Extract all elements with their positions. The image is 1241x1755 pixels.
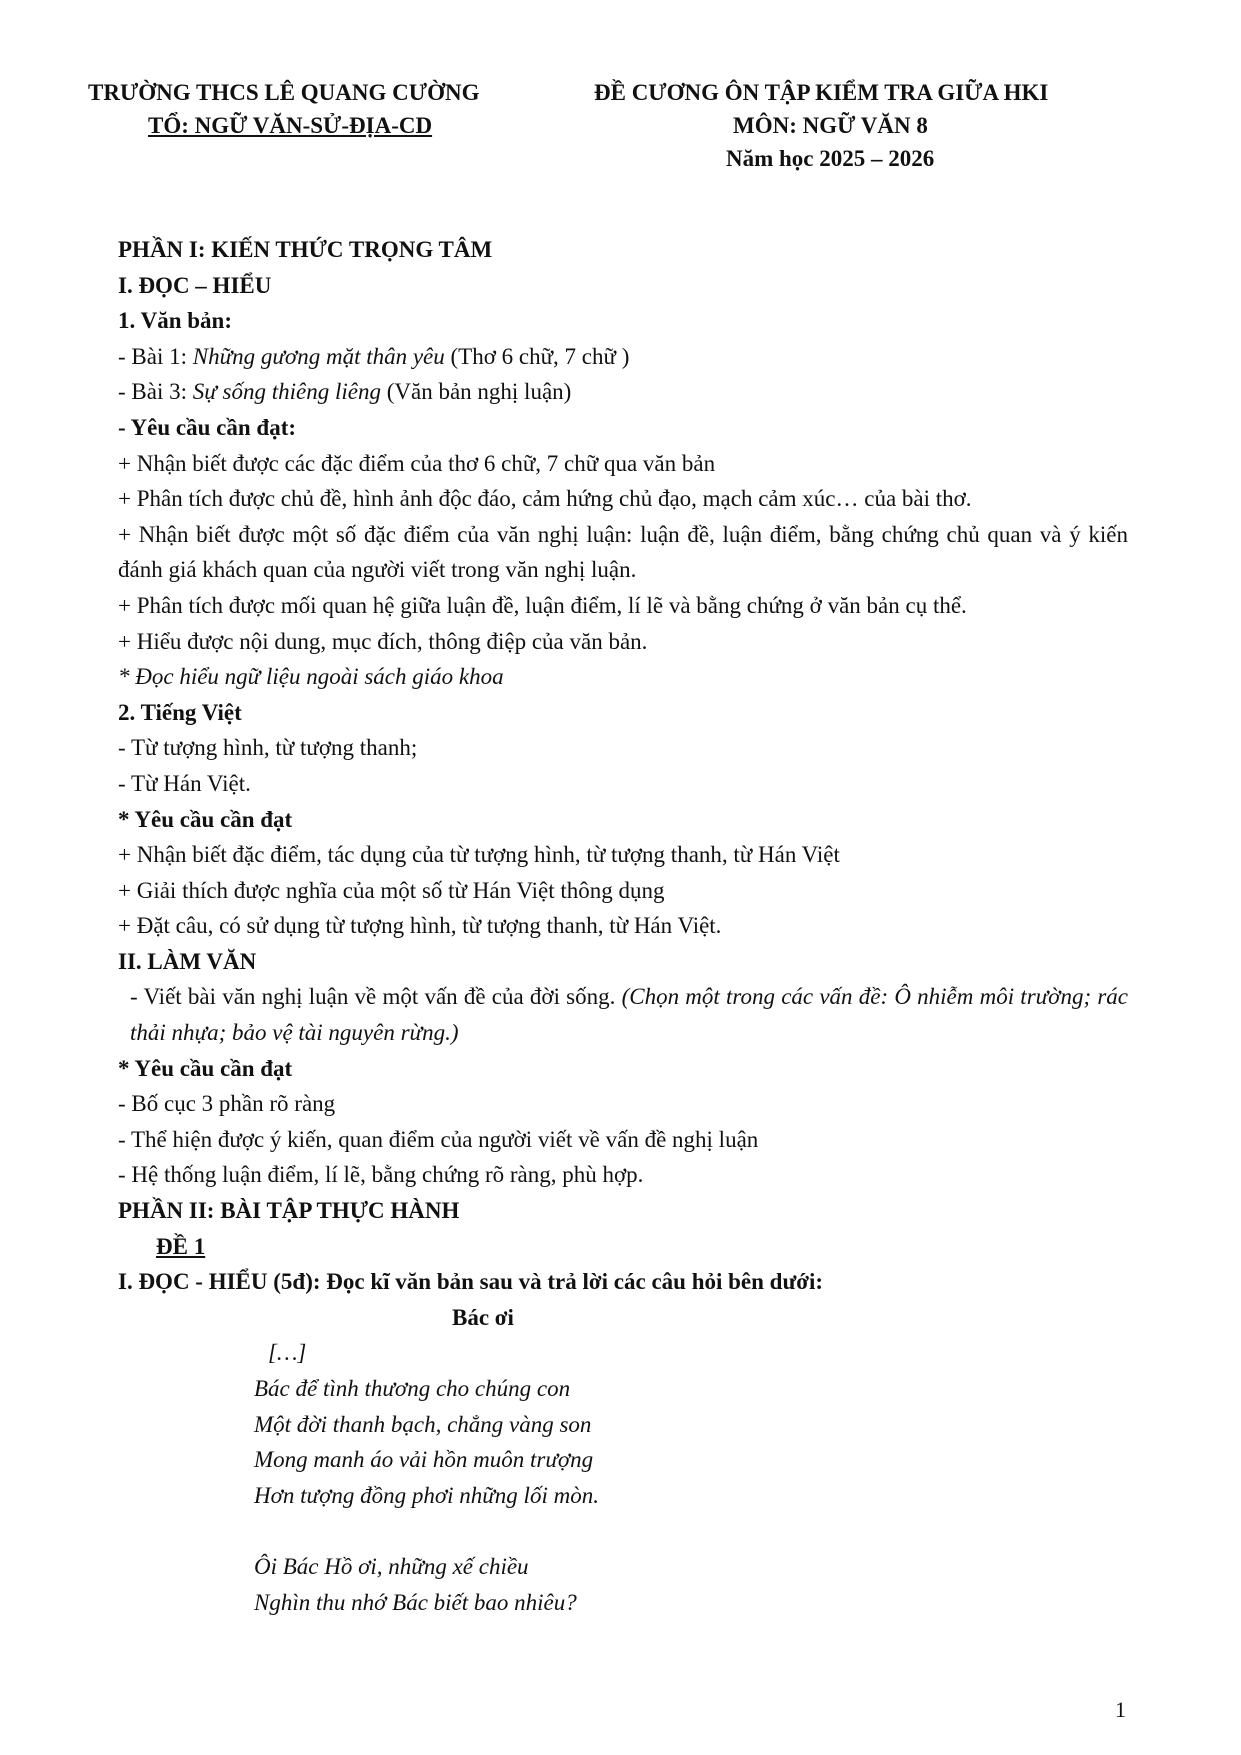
writing-requirement-3: - Hệ thống luận điểm, lí lẽ, bằng chứng rõ ràng, phù hợp. [118, 1162, 644, 1188]
text-item-2: - Bài 3: Sự sống thiêng liêng (Văn bản nghị luận) [118, 379, 572, 405]
language-requirements-heading: * Yêu cầu cần đạt [118, 806, 293, 832]
poem-line: Ôi Bác Hồ ơi, những xế chiều [254, 1553, 529, 1579]
poem-line: Hơn tượng đồng phơi những lối mòn. [254, 1482, 599, 1508]
document-title: ĐỀ CƯƠNG ÔN TẬP KIỂM TRA GIỮA HKI [594, 80, 1049, 105]
reading-requirement-3: + Nhận biết được một số đặc điểm của văn nghị luận: luận đề, luận điểm, bằng chứng chủ quan và ý kiến đánh giá khách quan của người viết trong văn nghị luận. [118, 521, 1128, 583]
language-requirement-1: + Nhận biết đặc điểm, tác dụng của từ tượng hình, từ tượng thanh, từ Hán Việt [118, 842, 840, 868]
poem-line: Mong manh áo vải hồn muôn trượng [254, 1447, 594, 1473]
page-number: 1 [1115, 1697, 1126, 1722]
subject-label: MÔN: NGỮ VĂN 8 [733, 113, 928, 138]
reading-requirement-5: + Hiểu được nội dung, mục đích, thông điệp của văn bản. [118, 628, 648, 654]
reading-note: * Đọc hiểu ngữ liệu ngoài sách giáo khoa [118, 664, 504, 690]
reading-requirements-heading: - Yêu cầu cần đạt: [118, 414, 297, 440]
poem-line: Nghìn thu nhớ Bác biết bao nhiêu? [254, 1589, 577, 1615]
exam-reading-heading: I. ĐỌC - HIỂU (5đ): Đọc kĩ văn bản sau và trả lời các câu hỏi bên dưới: [118, 1269, 824, 1295]
writing-requirement-2: - Thể hiện được ý kiến, quan điểm của người viết về vấn đề nghị luận [118, 1126, 759, 1152]
writing-task: - Viết bài văn nghị luận về một vấn đề của đời sống. (Chọn một trong các vấn đề: Ô nhiễm môi trường; rác thải nhựa; bảo vệ tài nguyên rừng.) [130, 984, 1128, 1046]
language-requirement-3: + Đặt câu, có sử dụng từ tượng hình, từ tượng thanh, từ Hán Việt. [118, 913, 722, 939]
exam-label: ĐỀ 1 [156, 1233, 206, 1259]
reading-requirement-4: + Phân tích được mối quan hệ giữa luận đề, luận điểm, lí lẽ và bằng chứng ở văn bản cụ thể. [118, 592, 967, 618]
poem-line: […] [268, 1340, 307, 1366]
text-item-2-title: Sự sống thiêng liêng [192, 379, 381, 405]
writing-heading: II. LÀM VĂN [118, 948, 257, 974]
school-year: Năm học 2025 – 2026 [726, 146, 935, 171]
stanza-break [118, 1513, 1128, 1549]
language-heading: 2. Tiếng Việt [118, 699, 242, 725]
writing-task-note: (Chọn một trong các vấn đề: Ô nhiễm môi trường; rác thải nhựa; bảo vệ tài nguyên rừng.) [130, 984, 1128, 1046]
part2-heading: PHẦN II: BÀI TẬP THỰC HÀNH [118, 1198, 460, 1224]
reading-requirement-1: + Nhận biết được các đặc điểm của thơ 6 chữ, 7 chữ qua văn bản [118, 450, 716, 476]
poem-line: Bác để tình thương cho chúng con [254, 1376, 571, 1401]
writing-requirement-1: - Bố cục 3 phần rõ ràng [118, 1091, 336, 1117]
language-requirement-2: + Giải thích được nghĩa của một số từ Hán Việt thông dụng [118, 877, 665, 903]
writing-requirements-heading: * Yêu cầu cần đạt [118, 1055, 293, 1081]
reading-heading: I. ĐỌC – HIỂU [118, 272, 272, 298]
reading-requirement-2: + Phân tích được chủ đề, hình ảnh độc đáo, cảm hứng chủ đạo, mạch cảm xúc… của bài thơ. [118, 486, 972, 512]
language-item-1: - Từ tượng hình, từ tượng thanh; [118, 735, 418, 761]
document-body [118, 232, 1128, 1620]
language-item-2: - Từ Hán Việt. [118, 770, 251, 796]
department-name: TỔ: NGỮ VĂN-SỬ-ĐỊA-CD [148, 113, 433, 138]
text-item-1: - Bài 1: Những gương mặt thân yêu (Thơ 6 chữ, 7 chữ ) [118, 343, 630, 369]
text-item-1-title: Những gương mặt thân yêu [192, 343, 445, 369]
part1-heading: PHẦN I: KIẾN THỨC TRỌNG TÂM [118, 237, 493, 262]
poem-title: Bác ơi [452, 1304, 514, 1330]
poem-line: Một đời thanh bạch, chẳng vàng son [254, 1411, 592, 1437]
school-name: TRƯỜNG THCS LÊ QUANG CƯỜNG [88, 80, 480, 105]
texts-heading: 1. Văn bản: [118, 308, 232, 334]
exam-label-row [118, 1229, 1128, 1265]
